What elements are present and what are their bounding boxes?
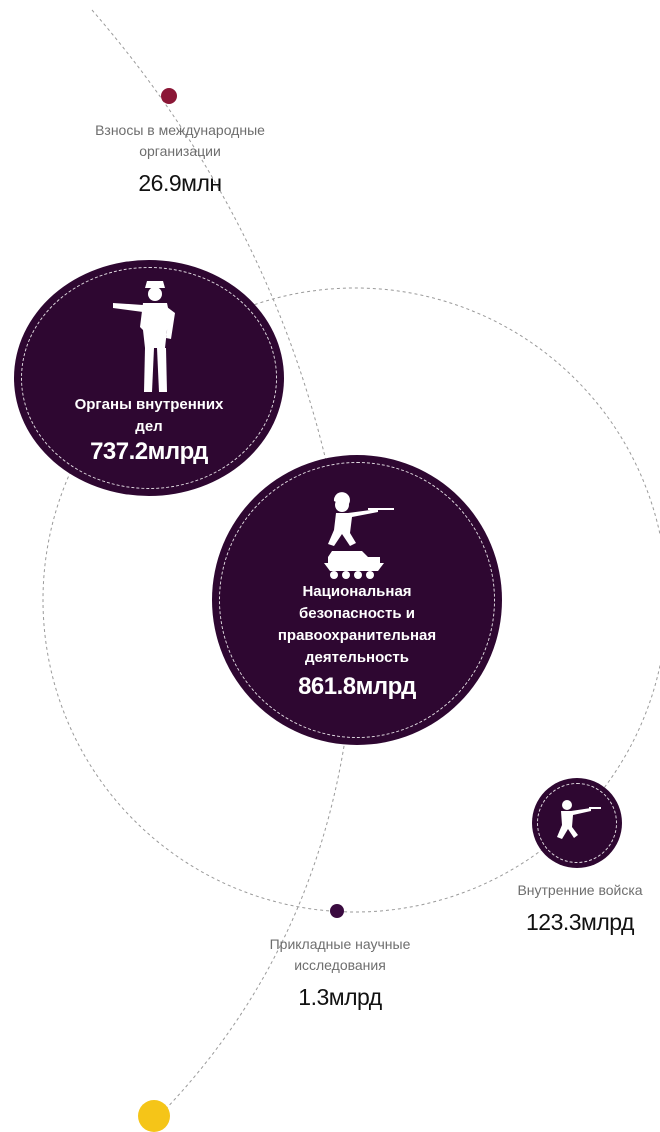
police-value: 737.2млрд [90, 437, 208, 465]
troops-label: Внутренние войска [517, 882, 643, 898]
fees-label: Взносы в международные организации [95, 122, 265, 159]
police-node[interactable] [14, 260, 284, 496]
troops-node[interactable] [532, 778, 622, 868]
police-officer-icon [109, 279, 189, 394]
yellow-node[interactable] [138, 1100, 170, 1132]
kneeling-soldier-icon [551, 797, 603, 849]
link-security-yellow [160, 740, 345, 1115]
research-dot[interactable] [330, 904, 344, 918]
research-label: Прикладные научные исследования [269, 936, 411, 973]
fees-value: 26.9млн [138, 170, 222, 196]
police-label: Органы внутренних дел [74, 395, 224, 435]
fees-caption [90, 120, 270, 198]
fees-dot[interactable] [161, 88, 177, 104]
research-caption [255, 934, 425, 1012]
troops-caption [505, 880, 655, 937]
security-label: Национальная безопасность и правоохранительная деятельность [277, 583, 437, 666]
security-value: 861.8млрд [298, 673, 416, 700]
security-node[interactable] [212, 455, 502, 745]
research-value: 1.3млрд [298, 984, 382, 1010]
troops-value: 123.3млрд [526, 909, 634, 935]
soldier-tank-icon [312, 491, 402, 581]
